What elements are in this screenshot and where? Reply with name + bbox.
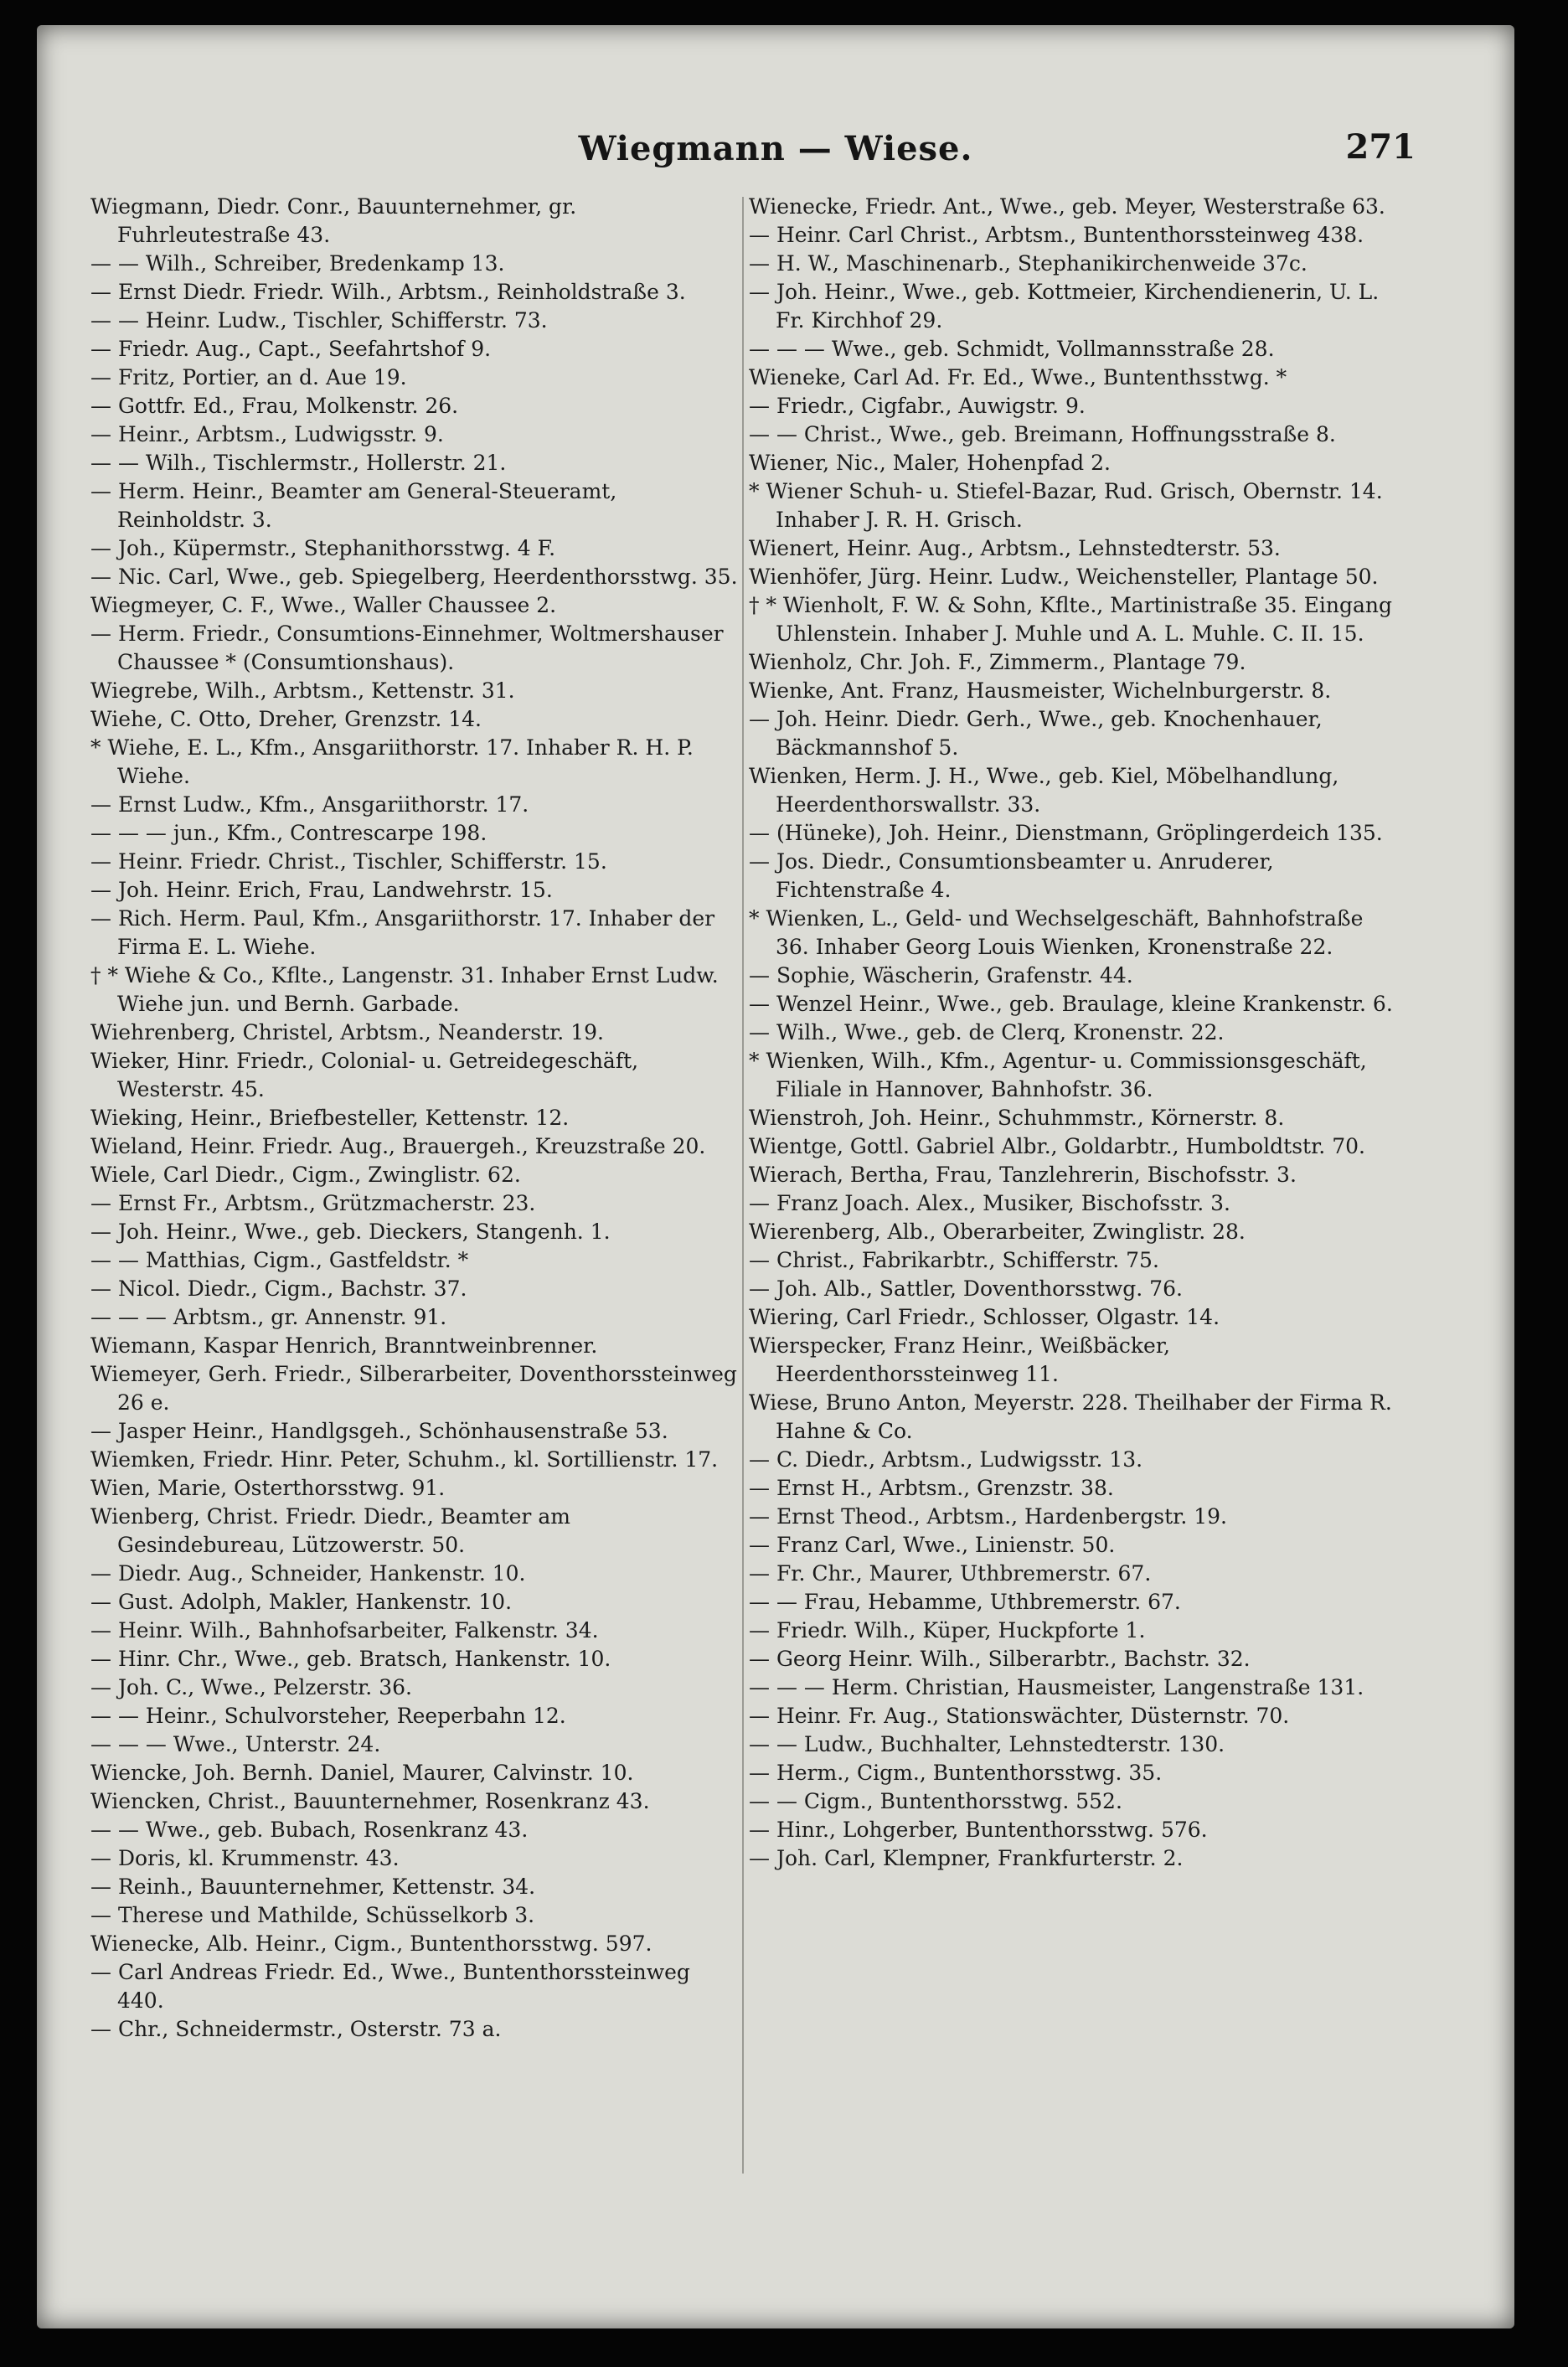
directory-entry: Wiese, Bruno Anton, Meyerstr. 228. Theilhaber der Firma R. Hahne & Co. xyxy=(749,1390,1392,1443)
directory-entry: Wienecke, Alb. Heinr., Cigm., Buntenthorsstwg. 597. xyxy=(90,1931,652,1956)
directory-entry: — Carl Andreas Friedr. Ed., Wwe., Buntenthorssteinweg 440. xyxy=(90,1960,690,2013)
directory-entry: — H. W., Maschinenarb., Stephanikirchenweide 37c. xyxy=(749,251,1308,276)
directory-entry: — Sophie, Wäscherin, Grafenstr. 44. xyxy=(749,963,1133,988)
directory-entry: — Heinr. Carl Christ., Arbtsm., Buntenthorssteinweg 438. xyxy=(749,223,1364,247)
directory-entry: Wienholz, Chr. Joh. F., Zimmerm., Plantage 79. xyxy=(749,650,1246,674)
directory-entry: — Joh. Carl, Klempner, Frankfurterstr. 2. xyxy=(749,1846,1184,1870)
directory-entry: — — Wwe., geb. Bubach, Rosenkranz 43. xyxy=(90,1818,529,1842)
directory-entry: — Heinr. Wilh., Bahnhofsarbeiter, Falkenstr. 34. xyxy=(90,1618,599,1642)
directory-entry: — — — Herm. Christian, Hausmeister, Langenstraße 131. xyxy=(749,1675,1364,1699)
directory-entry: Wienberg, Christ. Friedr. Diedr., Beamter am Gesindebureau, Lützowerstr. 50. xyxy=(90,1504,570,1557)
directory-entry: Wienecke, Friedr. Ant., Wwe., geb. Meyer, Westerstraße 63. xyxy=(749,194,1385,219)
directory-entry: Wiemann, Kaspar Henrich, Branntweinbrenner. xyxy=(90,1333,598,1358)
directory-entry: — Herm. Friedr., Consumtions-Einnehmer, Woltmershauser Chaussee * (Consumtionshaus). xyxy=(90,621,724,674)
directory-entry: — — Heinr., Schulvorsteher, Reeperbahn 12. xyxy=(90,1704,566,1728)
directory-entry: Wiegmeyer, C. F., Wwe., Waller Chaussee 2. xyxy=(90,593,557,617)
directory-entry: — Joh. Heinr. Erich, Frau, Landwehrstr. 15. xyxy=(90,878,553,902)
directory-entry: Wien, Marie, Osterthorsstwg. 91. xyxy=(90,1476,446,1500)
directory-entry: — Ernst Diedr. Friedr. Wilh., Arbtsm., Reinholdstraße 3. xyxy=(90,280,686,304)
directory-entry: — Reinh., Bauunternehmer, Kettenstr. 34. xyxy=(90,1875,536,1899)
directory-entry: Wieneke, Carl Ad. Fr. Ed., Wwe., Buntenthsstwg. * xyxy=(749,365,1287,389)
directory-entry: — Ernst Fr., Arbtsm., Grützmacherstr. 23. xyxy=(90,1191,536,1215)
directory-entry: — Gust. Adolph, Makler, Hankenstr. 10. xyxy=(90,1590,513,1614)
page-title: Wiegmann — Wiese. xyxy=(578,129,973,168)
directory-entry: — Jasper Heinr., Handlgsgeh., Schönhausenstraße 53. xyxy=(90,1419,668,1443)
directory-entry: — — Frau, Hebamme, Uthbremerstr. 67. xyxy=(749,1590,1181,1614)
directory-entry: — Rich. Herm. Paul, Kfm., Ansgariithorstr. 17. Inhaber der Firma E. L. Wiehe. xyxy=(90,906,715,959)
directory-entry: — Joh. Heinr., Wwe., geb. Kottmeier, Kirchendienerin, U. L. Fr. Kirchhof 29. xyxy=(749,280,1380,333)
directory-entry: Wiele, Carl Diedr., Cigm., Zwinglistr. 62. xyxy=(90,1163,521,1187)
directory-entry: — Heinr. Fr. Aug., Stationswächter, Düsternstr. 70. xyxy=(749,1704,1290,1728)
directory-entry: Wiener, Nic., Maler, Hohenpfad 2. xyxy=(749,451,1111,475)
directory-entry: — Joh. Alb., Sattler, Doventhorsstwg. 76. xyxy=(749,1276,1183,1301)
directory-entry: — Georg Heinr. Wilh., Silberarbtr., Bachstr. 32. xyxy=(749,1647,1251,1671)
directory-entry: — — Ludw., Buchhalter, Lehnstedterstr. 130. xyxy=(749,1732,1225,1756)
directory-entry: — (Hüneke), Joh. Heinr., Dienstmann, Gröplingerdeich 135. xyxy=(749,821,1383,845)
directory-entry: — Nicol. Diedr., Cigm., Bachstr. 37. xyxy=(90,1276,467,1301)
directory-entry: Wienhöfer, Jürg. Heinr. Ludw., Weichensteller, Plantage 50. xyxy=(749,565,1379,589)
directory-entry: Wieking, Heinr., Briefbesteller, Kettenstr. 12. xyxy=(90,1106,570,1130)
directory-entry: Wienert, Heinr. Aug., Arbtsm., Lehnstedterstr. 53. xyxy=(749,536,1281,560)
directory-entry: — C. Diedr., Arbtsm., Ludwigsstr. 13. xyxy=(749,1447,1143,1472)
directory-entry: — Joh., Küpermstr., Stephanithorsstwg. 4 F. xyxy=(90,536,556,560)
directory-entry: — Ernst Ludw., Kfm., Ansgariithorstr. 17. xyxy=(90,792,529,817)
directory-entry: — — — Arbtsm., gr. Annenstr. 91. xyxy=(90,1305,447,1329)
column-divider xyxy=(742,197,744,2174)
directory-entry: — — Heinr. Ludw., Tischler, Schifferstr. 73. xyxy=(90,308,548,333)
directory-entry: * Wiener Schuh- u. Stiefel-Bazar, Rud. Grisch, Obernstr. 14. Inhaber J. R. H. Grisch. xyxy=(749,479,1383,532)
directory-entry: — Joh. Heinr., Wwe., geb. Dieckers, Stangenh. 1. xyxy=(90,1220,611,1244)
left-column xyxy=(90,193,740,2044)
directory-entry: — Franz Joach. Alex., Musiker, Bischofsstr. 3. xyxy=(749,1191,1230,1215)
directory-entry: — Nic. Carl, Wwe., geb. Spiegelberg, Heerdenthorsstwg. 35. xyxy=(90,565,738,589)
directory-entry: — Friedr. Aug., Capt., Seefahrtshof 9. xyxy=(90,337,492,361)
directory-page xyxy=(37,25,1514,2328)
directory-entry: Wiering, Carl Friedr., Schlosser, Olgastr. 14. xyxy=(749,1305,1220,1329)
directory-entry: * Wienken, Wilh., Kfm., Agentur- u. Commissionsgeschäft, Filiale in Hannover, Bahnhofstr. 36. xyxy=(749,1049,1367,1101)
directory-entry: — — — Wwe., Unterstr. 24. xyxy=(90,1732,381,1756)
directory-entry: — Herm. Heinr., Beamter am General-Steueramt, Reinholdstr. 3. xyxy=(90,479,617,532)
directory-entry: Wiehrenberg, Christel, Arbtsm., Neanderstr. 19. xyxy=(90,1020,604,1044)
directory-entry: — Doris, kl. Krummenstr. 43. xyxy=(90,1846,400,1870)
directory-entry: — — Cigm., Buntenthorsstwg. 552. xyxy=(749,1789,1122,1813)
directory-entry: Wieland, Heinr. Friedr. Aug., Brauergeh., Kreuzstraße 20. xyxy=(90,1134,706,1158)
directory-entry: Wiencken, Christ., Bauunternehmer, Rosenkranz 43. xyxy=(90,1789,650,1813)
directory-entry: — — Christ., Wwe., geb. Breimann, Hoffnungsstraße 8. xyxy=(749,422,1336,446)
directory-entry: — Hinr. Chr., Wwe., geb. Bratsch, Hankenstr. 10. xyxy=(90,1647,611,1671)
page-number: 271 xyxy=(1345,127,1416,167)
directory-entry: Wiemken, Friedr. Hinr. Peter, Schuhm., kl. Sortillienstr. 17. xyxy=(90,1447,719,1472)
directory-entry: — Heinr. Friedr. Christ., Tischler, Schifferstr. 15. xyxy=(90,849,607,874)
directory-entry: Wiemeyer, Gerh. Friedr., Silberarbeiter, Doventhorssteinweg 26 e. xyxy=(90,1362,737,1415)
right-column xyxy=(749,193,1398,1873)
directory-entry: — Gottfr. Ed., Frau, Molkenstr. 26. xyxy=(90,394,459,418)
directory-entry: Wiehe, C. Otto, Dreher, Grenzstr. 14. xyxy=(90,707,482,731)
directory-entry: — Ernst Theod., Arbtsm., Hardenbergstr. 19. xyxy=(749,1504,1228,1529)
directory-entry: Wieker, Hinr. Friedr., Colonial- u. Getreidegeschäft, Westerstr. 45. xyxy=(90,1049,639,1101)
directory-entry: * Wiehe, E. L., Kfm., Ansgariithorstr. 17. Inhaber R. H. P. Wiehe. xyxy=(90,735,694,788)
directory-entry: — Ernst H., Arbtsm., Grenzstr. 38. xyxy=(749,1476,1114,1500)
directory-entry: Wiegrebe, Wilh., Arbtsm., Kettenstr. 31. xyxy=(90,678,515,703)
directory-entry: — Christ., Fabrikarbtr., Schifferstr. 75. xyxy=(749,1248,1159,1272)
directory-entry: — Joh. Heinr. Diedr. Gerh., Wwe., geb. Knochenhauer, Bäckmannshof 5. xyxy=(749,707,1323,760)
directory-entry: Wiegmann, Diedr. Conr., Bauunternehmer, gr. Fuhrleutestraße 43. xyxy=(90,194,577,247)
page-header xyxy=(37,124,1514,183)
directory-entry: Wierspecker, Franz Heinr., Weißbäcker, Heerdenthorssteinweg 11. xyxy=(749,1333,1170,1386)
directory-entry: — — Wilh., Schreiber, Bredenkamp 13. xyxy=(90,251,505,276)
directory-entry: — Joh. C., Wwe., Pelzerstr. 36. xyxy=(90,1675,412,1699)
directory-entry: Wientge, Gottl. Gabriel Albr., Goldarbtr., Humboldtstr. 70. xyxy=(749,1134,1365,1158)
directory-entry: Wierach, Bertha, Frau, Tanzlehrerin, Bischofsstr. 3. xyxy=(749,1163,1297,1187)
directory-entry: — Hinr., Lohgerber, Buntenthorsstwg. 576. xyxy=(749,1818,1208,1842)
directory-entry: — Friedr. Wilh., Küper, Huckpforte 1. xyxy=(749,1618,1146,1642)
directory-entry: — Jos. Diedr., Consumtionsbeamter u. Anruderer, Fichtenstraße 4. xyxy=(749,849,1274,902)
directory-entry: Wienstroh, Joh. Heinr., Schuhmmstr., Körnerstr. 8. xyxy=(749,1106,1285,1130)
directory-entry: Wienken, Herm. J. H., Wwe., geb. Kiel, Möbelhandlung, Heerdenthorswallstr. 33. xyxy=(749,764,1339,817)
directory-entry: — — — Wwe., geb. Schmidt, Vollmannsstraße 28. xyxy=(749,337,1275,361)
directory-entry: — Fritz, Portier, an d. Aue 19. xyxy=(90,365,407,389)
directory-entry: Wiencke, Joh. Bernh. Daniel, Maurer, Calvinstr. 10. xyxy=(90,1761,634,1785)
directory-entry: — Herm., Cigm., Buntenthorsstwg. 35. xyxy=(749,1761,1163,1785)
directory-entry: Wienke, Ant. Franz, Hausmeister, Wichelnburgerstr. 8. xyxy=(749,678,1332,703)
directory-entry: — Wenzel Heinr., Wwe., geb. Braulage, kleine Krankenstr. 6. xyxy=(749,992,1393,1016)
directory-entry: — Wilh., Wwe., geb. de Clerq, Kronenstr. 22. xyxy=(749,1020,1225,1044)
directory-entry: — — — jun., Kfm., Contrescarpe 198. xyxy=(90,821,487,845)
directory-entry: — Therese und Mathilde, Schüsselkorb 3. xyxy=(90,1903,535,1927)
directory-entry: — Chr., Schneidermstr., Osterstr. 73 a. xyxy=(90,2017,502,2041)
directory-entry: — Fr. Chr., Maurer, Uthbremerstr. 67. xyxy=(749,1561,1152,1586)
directory-entry: — — Matthias, Cigm., Gastfeldstr. * xyxy=(90,1248,469,1272)
directory-entry: — Heinr., Arbtsm., Ludwigsstr. 9. xyxy=(90,422,444,446)
directory-entry: * Wienken, L., Geld- und Wechselgeschäft, Bahnhofstraße 36. Inhaber Georg Louis Wienken, Kronenstraße 22. xyxy=(749,906,1364,959)
directory-entry: — Franz Carl, Wwe., Linienstr. 50. xyxy=(749,1533,1116,1557)
directory-entry: — Diedr. Aug., Schneider, Hankenstr. 10. xyxy=(90,1561,526,1586)
directory-entry: Wierenberg, Alb., Oberarbeiter, Zwinglistr. 28. xyxy=(749,1220,1246,1244)
directory-entry: † * Wiehe & Co., Kflte., Langenstr. 31. Inhaber Ernst Ludw. Wiehe jun. und Bernh. Garbade. xyxy=(90,963,719,1016)
directory-entry: — Friedr., Cigfabr., Auwigstr. 9. xyxy=(749,394,1086,418)
directory-entry: — — Wilh., Tischlermstr., Hollerstr. 21. xyxy=(90,451,507,475)
directory-entry: † * Wienholt, F. W. & Sohn, Kflte., Martinistraße 35. Eingang Uhlenstein. Inhaber J. Muhle und A. L. Muhle. C. II. 15. xyxy=(749,593,1393,646)
